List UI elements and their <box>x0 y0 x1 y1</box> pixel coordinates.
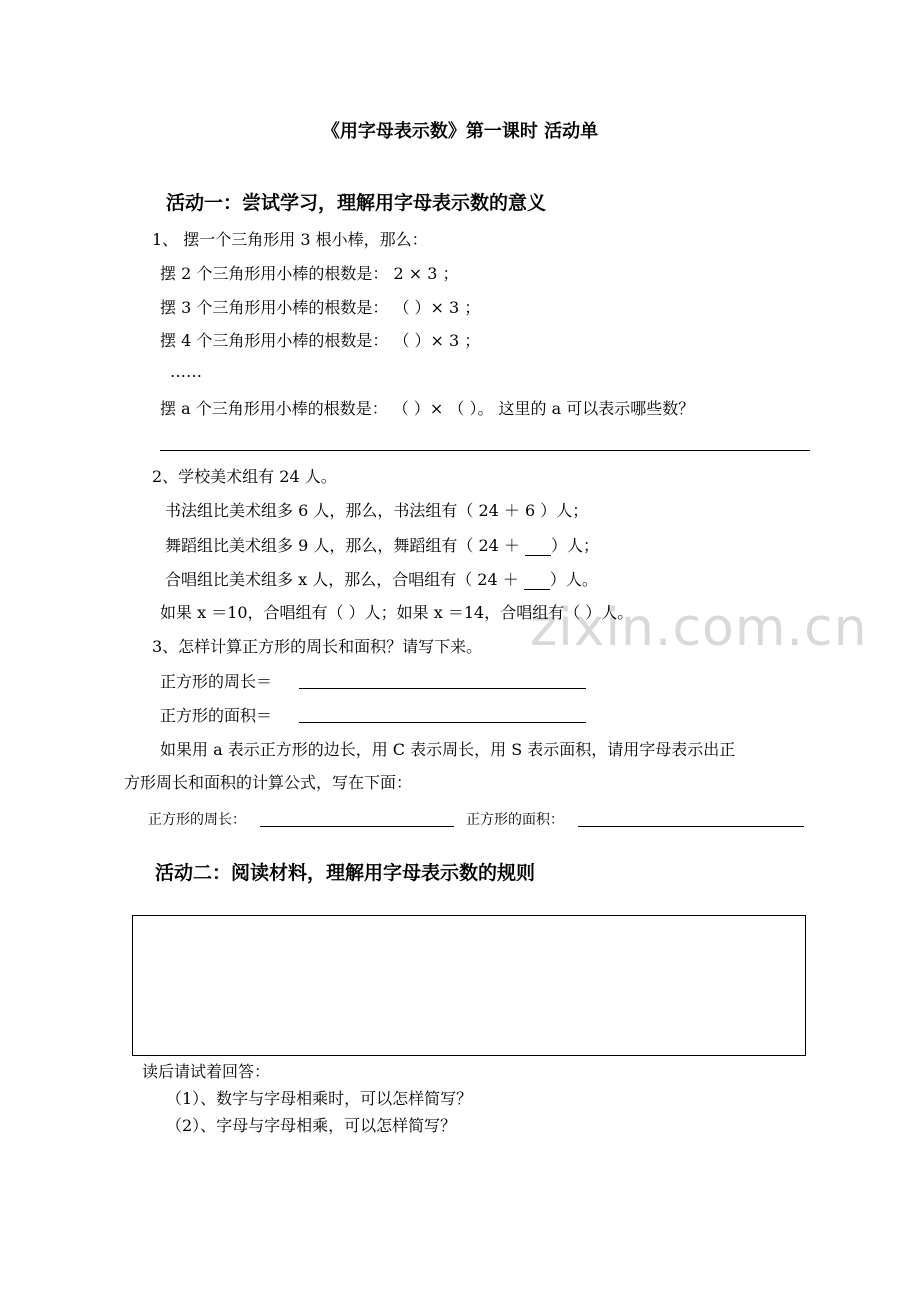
after-reading-prompt: 读后请试着回答： <box>142 1062 271 1081</box>
formula-perimeter-line[interactable] <box>260 826 454 827</box>
page-title: 《用字母表示数》第一课时 活动单 <box>321 121 599 142</box>
q3-para-line-1: 如果用 a 表示正方形的边长，用 C 表示周长，用 S 表示面积，请用字母表示出正 <box>160 740 736 759</box>
q2-choir <box>165 570 598 590</box>
formula-area-label: 正方形的面积： <box>466 812 564 828</box>
activity2-heading: 活动二：阅读材料，理解用字母表示数的规则 <box>155 862 536 884</box>
q1-answer-line[interactable] <box>160 450 810 451</box>
q3-area-label: 正方形的面积＝ <box>160 706 273 725</box>
q1-line-4: 摆 4 个三角形用小棒的根数是： （ ）× 3 ； <box>160 331 481 350</box>
q2-choir-blank[interactable] <box>524 573 550 590</box>
watermark: zixin.com.cn <box>530 598 868 658</box>
q2-choir-text: 合唱组比美术组多 x 人，那么，合唱组有（ 24 ＋ <box>165 570 524 589</box>
q1-ellipsis: …… <box>170 362 202 381</box>
question-2: （2）、字母与字母相乘，可以怎样简写？ <box>166 1116 457 1135</box>
activity1-heading: 活动一：尝试学习，理解用字母表示数的意义 <box>166 192 547 214</box>
q2-dance-text: 舞蹈组比美术组多 9 人，那么，舞蹈组有（ 24 ＋ <box>165 536 525 555</box>
q2-calligraphy: 书法组比美术组多 6 人，那么，书法组有（ 24 ＋ 6 ）人； <box>165 501 589 520</box>
q3-area-answer-line[interactable] <box>299 722 586 723</box>
q3-para-line-2: 方形周长和面积的计算公式，写在下面： <box>124 773 413 792</box>
q3-perimeter-answer-line[interactable] <box>299 688 586 689</box>
q2-intro: 2、学校美术组有 24 人。 <box>152 467 337 486</box>
question-1: （1）、数字与字母相乘时，可以怎样简写？ <box>166 1089 473 1108</box>
formula-area-line[interactable] <box>578 826 804 827</box>
q1-line-2: 摆 2 个三角形用小棒的根数是： 2 × 3 ； <box>160 264 459 283</box>
q2-choir-end: ）人。 <box>549 570 598 589</box>
q2-dance-blank[interactable] <box>525 539 551 556</box>
q2-dance <box>165 536 599 556</box>
q2-if-line: 如果 x ＝10，合唱组有（ ）人；如果 x ＝14，合唱组有（ ）人。 <box>160 603 634 622</box>
reading-material-box <box>132 915 806 1056</box>
q1-intro: 1、 摆一个三角形用 3 根小棒，那么： <box>152 230 428 249</box>
q2-dance-end: ）人； <box>550 536 599 555</box>
formula-perimeter-label: 正方形的周长： <box>148 812 246 828</box>
q3-intro: 3、怎样计算正方形的周长和面积？请写下来。 <box>152 637 483 656</box>
q1-line-3: 摆 3 个三角形用小棒的根数是： （ ）× 3 ； <box>160 298 481 317</box>
q3-perimeter-label: 正方形的周长＝ <box>160 672 273 691</box>
q1-line-a: 摆 a 个三角形用小棒的根数是： （ ）× （ ）。 这里的 a 可以表示哪些数？ <box>160 399 695 418</box>
